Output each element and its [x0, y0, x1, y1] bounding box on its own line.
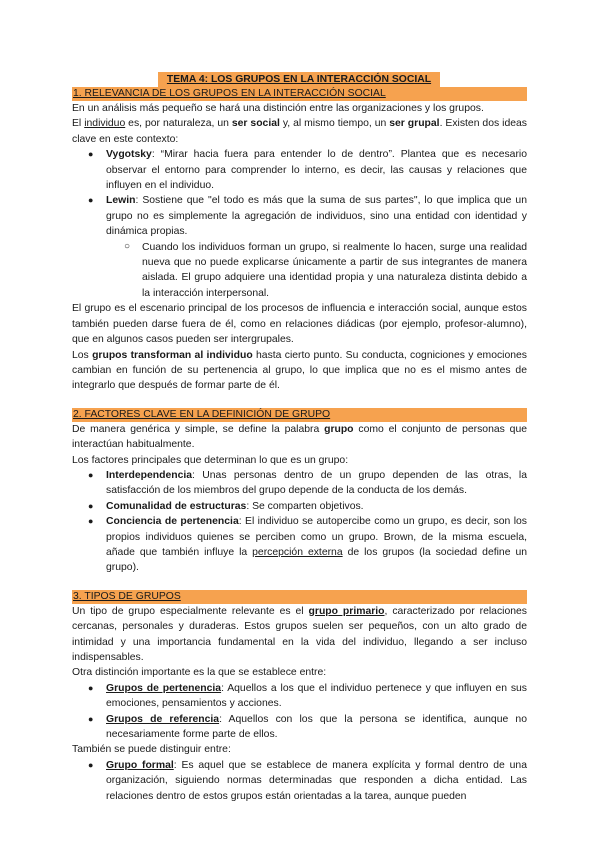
s1-paragraph-2: El individuo es, por naturaleza, un ser social y, al mismo tiempo, un ser grupal. Existen dos ideas clave en este contexto:	[72, 118, 527, 145]
ser-grupal-term: ser grupal	[389, 118, 440, 130]
s3-paragraph-1: Un tipo de grupo especialmente relevante es el grupo primario, caracterizado por relaciones cercanas, personales y duraderas. Estos grupos suelen ser pequeños, con un alto grado de intimidad y una importancia fundamental en la vida del individuo, llegando a ser incluso indispensables.	[72, 605, 527, 663]
list-item: ● Lewin: Sostiene que "el todo es más que la suma de sus partes", lo que implica que un grupo no es simplemente la agregación de individuos, sino una entidad con identidad y dinámica propias. ○ Cuando los individuos forman un grupo, si realmente lo hacen, surge una realidad nueva que no puede explicarse únicamente a partir de sus integrantes de manera aislada. El grupo adquiere una identidad propia y una naturaleza distinta debido a la interacción interpersonal.	[106, 193, 527, 301]
individuo-term: individuo	[84, 118, 126, 130]
section-3-heading: 3. TIPOS DE GRUPOS	[72, 590, 527, 604]
s2-paragraph-1: De manera genérica y simple, se define la palabra grupo como el conjunto de personas que interactúan habitualmente.	[72, 423, 527, 451]
section-1-heading: 1. RELEVANCIA DE LOS GRUPOS EN LA INTERACCIÓN SOCIAL	[72, 87, 527, 101]
bullet-icon: ●	[88, 149, 94, 160]
s3-bullet-list-1	[72, 681, 527, 743]
list-item: ● Grupos de pertenencia: Aquellos a los que el individuo pertenece y que influyen en sus emociones, pensamientos y acciones.	[88, 682, 527, 710]
s3-paragraph-3: También se puede distinguir entre:	[72, 744, 231, 756]
s2-bullet-list	[72, 468, 527, 576]
bullet-icon: ●	[88, 500, 94, 511]
bullet-icon: ●	[88, 516, 94, 527]
s3-paragraph-2: Otra distinción importante es la que se establece entre:	[72, 667, 327, 679]
s1-sub-list	[106, 240, 527, 302]
bullet-icon: ●	[88, 759, 94, 770]
list-item: ● Conciencia de pertenencia: El individuo se autopercibe como un grupo, es decir, son los propios individuos quienes se perciben como un grupo. Brown, de la misma escuela, añade que también influye la percepción externa de los grupos (la sociedad define un grupo).	[88, 516, 527, 574]
s2-paragraph-2: Los factores principales que determinan lo que es un grupo:	[72, 454, 349, 466]
s1-paragraph-3: El grupo es el escenario principal de los procesos de influencia e interacción social, aunque estos también pueden darse fuera de él, como en relaciones diádicas (por ejemplo, profesor-alumno), que en algunos casos pueden ser intergrupales.	[72, 303, 527, 346]
bullet-icon: ●	[88, 713, 94, 724]
list-item: ● Interdependencia: Unas personas dentro de un grupo dependen de las otras, la satisfacción de los miembros del grupo depende de la conducta de los demás.	[88, 469, 527, 497]
list-item: ● Vygotsky: “Mirar hacia fuera para entender lo de dentro”. Plantea que es necesario observar el entorno para comprender lo interno, es decir, las causas y relaciones que influyen en el individuo.	[88, 149, 527, 192]
circle-bullet-icon: ○	[124, 240, 131, 252]
list-item: ● Grupos de referencia: Aquellos con los que la persona se identifica, aunque no necesariamente forme parte de ellos.	[88, 713, 527, 741]
s1-bullet-list	[72, 147, 527, 301]
s1-paragraph-1: En un análisis más pequeño se hará una distinción entre las organizaciones y los grupos.	[72, 103, 484, 114]
s1-paragraph-4: Los grupos transforman al individuo hasta cierto punto. Su conducta, cogniciones y emociones cambian en función de su pertenencia al grupo, lo que implica que no es el mismo antes de integrarlo que después de formar parte de él.	[72, 349, 528, 392]
bullet-icon: ●	[88, 195, 94, 206]
ser-social-term: ser social	[231, 118, 280, 130]
bullet-icon: ●	[88, 469, 94, 480]
section-2-heading: 2. FACTORES CLAVE EN LA DEFINICIÓN DE GRUPO	[72, 408, 527, 422]
list-item: ● Comunalidad de estructuras: Se comparten objetivos.	[106, 499, 527, 514]
list-item: ● Grupo formal: Es aquel que se establece de manera explícita y formal dentro de una organización, siguiendo normas determinadas que responden a dicha entidad. Las relaciones dentro de estos grupos están orientadas a la tarea, aunque pueden	[88, 759, 527, 802]
document-page	[72, 72, 527, 804]
s3-bullet-list-2	[72, 758, 527, 804]
list-item: ○ Cuando los individuos forman un grupo, si realmente lo hacen, surge una realidad nueva que no puede explicarse únicamente a partir de sus integrantes de manera aislada. El grupo adquiere una identidad propia y una naturaleza distinta debido a la interacción interpersonal.	[124, 240, 527, 299]
bullet-icon: ●	[88, 682, 94, 693]
document-title: TEMA 4: LOS GRUPOS EN LA INTERACCIÓN SOCIAL	[158, 72, 440, 87]
